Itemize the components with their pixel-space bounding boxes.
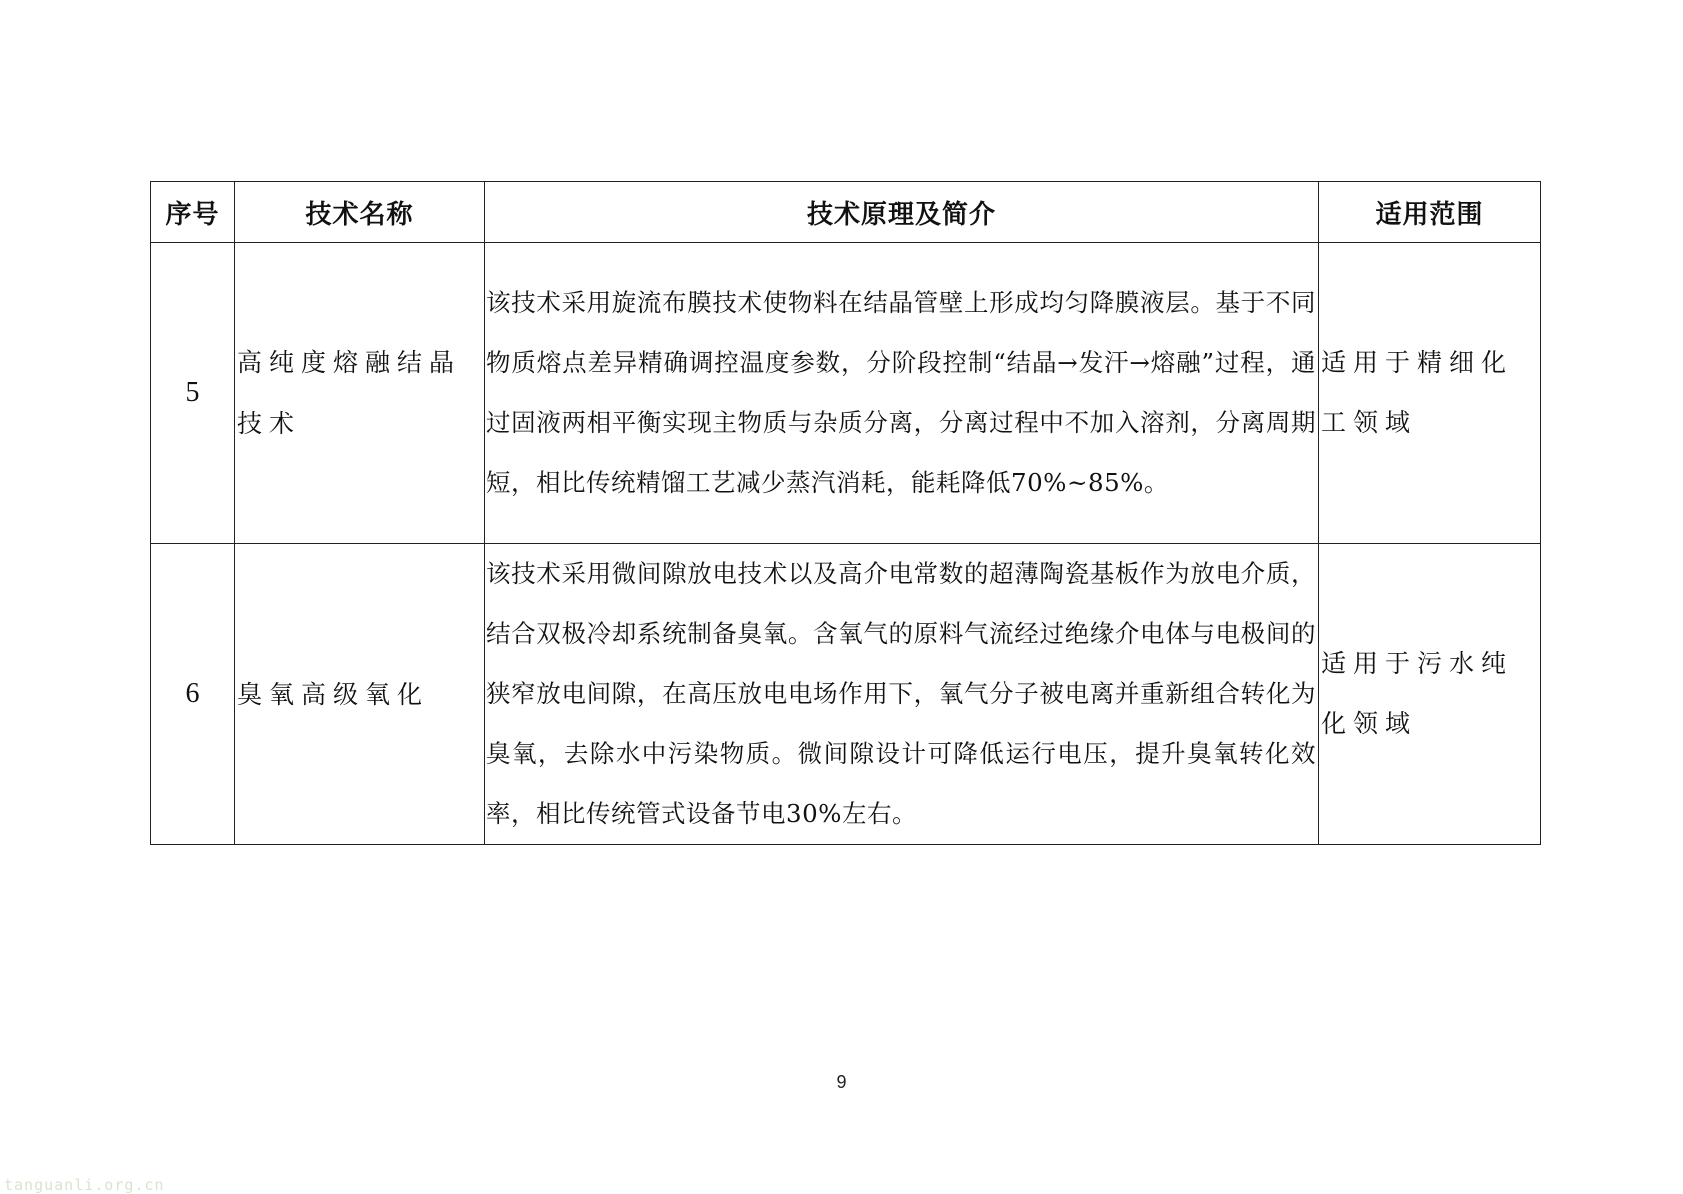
tech-principle: 该技术采用旋流布膜技术使物料在结晶管壁上形成均匀降膜液层。基于不同物质熔点差异精确调控温度参数，分阶段控制“结晶→发汗→熔融”过程，通过固液两相平衡实现主物质与杂质分离，分离过程中不加入溶剂，分离周期短，相比传统精馏工艺减少蒸汽消耗，能耗降低70%~85%。: [485, 243, 1319, 544]
row-number: 6: [151, 544, 235, 845]
technology-table: [150, 181, 1541, 845]
page-number: 9: [836, 1072, 847, 1092]
tech-principle: 该技术采用微间隙放电技术以及高介电常数的超薄陶瓷基板作为放电介质，结合双极冷却系统制备臭氧。含氧气的原料气流经过绝缘介电体与电极间的狭窄放电间隙，在高压放电电场作用下，氧气分子被电离并重新组合转化为臭氧，去除水中污染物质。微间隙设计可降低运行电压，提升臭氧转化效率，相比传统管式设备节电30%左右。: [485, 544, 1319, 845]
header-principle: 技术原理及简介: [485, 182, 1319, 243]
application-scope: 适用于污水纯化领域: [1319, 544, 1541, 845]
table-header-row: [151, 182, 1541, 243]
table-row: [151, 243, 1541, 544]
watermark: tanguanli.org.cn: [4, 1176, 165, 1194]
application-scope: 适用于精细化工领域: [1319, 243, 1541, 544]
table-row: [151, 544, 1541, 845]
tech-name: 高纯度熔融结晶技术: [235, 243, 485, 544]
header-tech-name: 技术名称: [235, 182, 485, 243]
row-number: 5: [151, 243, 235, 544]
header-scope: 适用范围: [1319, 182, 1541, 243]
tech-name: 臭氧高级氧化: [235, 544, 485, 845]
header-no: 序号: [151, 182, 235, 243]
